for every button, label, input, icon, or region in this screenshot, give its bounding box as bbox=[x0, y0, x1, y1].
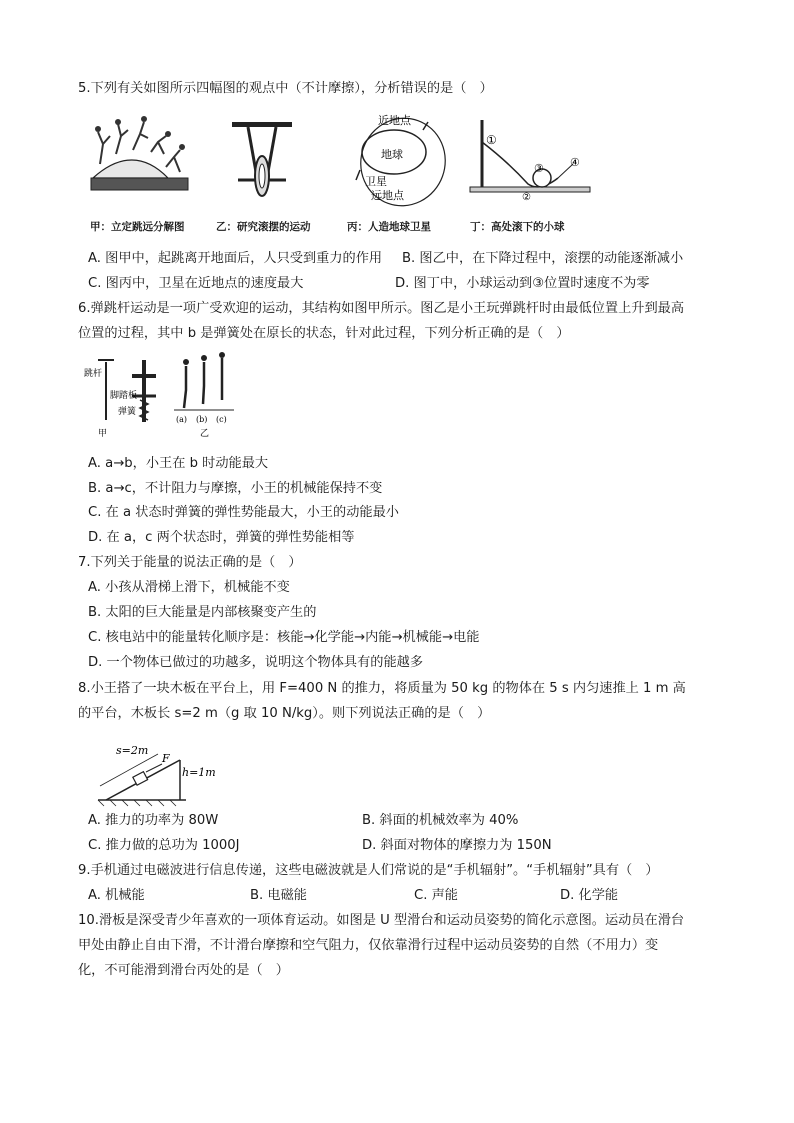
q8-incline-figure bbox=[96, 742, 236, 810]
q8-option-b: B. 斜面的机械效率为 40% bbox=[362, 813, 519, 828]
length-label: s=2m bbox=[116, 744, 149, 757]
state-b-label: (b) bbox=[196, 415, 208, 424]
q6-option-c: C. 在 a 状态时弹簧的弹性势能最大，小王的动能最小 bbox=[88, 505, 399, 520]
height-label: h=1m bbox=[182, 766, 216, 779]
pos4-label: ④ bbox=[570, 156, 580, 169]
q7-option-c: C. 核电站中的能量转化顺序是：核能→化学能→内能→机械能→电能 bbox=[88, 630, 480, 645]
caption-jia: 甲：立定跳远分解图 bbox=[90, 221, 185, 233]
q7-option-d: D. 一个物体已做过的功越多，说明这个物体具有的能越多 bbox=[88, 655, 424, 670]
earth-label: 地球 bbox=[381, 148, 403, 161]
satellite-orbit-figure bbox=[348, 112, 457, 218]
pos3-label: ③ bbox=[534, 162, 544, 175]
pos2-label: ② bbox=[522, 192, 531, 203]
q8-stem-line1: 8.小王搭了一块木板在平台上，用 F=400 N 的推力，将质量为 50 kg 的物体在 5 s 内匀速推上 1 m 高 bbox=[78, 681, 686, 696]
perigee-label: 近地点 bbox=[378, 114, 411, 127]
q6-stem-line1: 6.弹跳杆运动是一项广受欢迎的运动，其结构如图甲所示。图乙是小王玩弹跳杆时由最低位置上升到最高 bbox=[78, 301, 685, 316]
q9-stem: 9.手机通过电磁波进行信息传递，这些电磁波就是人们常说的是“手机辐射”。“手机辐射”具有（ ） bbox=[78, 863, 659, 878]
jia-label: 甲 bbox=[98, 429, 108, 439]
q6-option-d: D. 在 a，c 两个状态时，弹簧的弹性势能相等 bbox=[88, 530, 355, 545]
yi-label: 乙 bbox=[200, 429, 210, 439]
q6-pogo-figure bbox=[84, 352, 244, 442]
q10-stem-line2: 甲处由静止自由下滑，不计滑台摩擦和空气阻力，仅依靠滑行过程中运动员姿势的自然（不用力）变 bbox=[78, 938, 659, 953]
q8-option-c: C. 推力做的总功为 1000J bbox=[88, 838, 240, 853]
state-a-label: (a) bbox=[176, 415, 188, 424]
force-label: F bbox=[162, 752, 170, 765]
q5-stem: 5.下列有关如图所示四幅图的观点中（不计摩擦），分析错误的是（ ） bbox=[78, 81, 493, 96]
q5-option-b: B. 图乙中，在下降过程中，滚摆的动能逐渐减小 bbox=[402, 251, 684, 266]
caption-yi: 乙：研究滚摆的运动 bbox=[216, 221, 311, 233]
q7-option-b: B. 太阳的巨大能量是内部核聚变产生的 bbox=[88, 605, 317, 620]
maxwell-wheel-figure bbox=[232, 122, 292, 196]
q6-option-a: A. a→b，小王在 b 时动能最大 bbox=[88, 456, 269, 471]
q8-stem-line2: 的平台，木板长 s=2 m（g 取 10 N/kg）。则下列说法正确的是（ ） bbox=[78, 706, 491, 721]
q8-option-d: D. 斜面对物体的摩擦力为 150N bbox=[362, 838, 552, 853]
q9-option-b: B. 电磁能 bbox=[250, 888, 307, 903]
q5-option-c: C. 图丙中，卫星在近地点的速度最大 bbox=[88, 276, 304, 291]
q9-option-a: A. 机械能 bbox=[88, 888, 145, 903]
caption-ding: 丁：高处滚下的小球 bbox=[470, 221, 565, 233]
satellite-label: 卫星 bbox=[365, 175, 387, 188]
q6-option-b: B. a→c，不计阻力与摩擦，小王的机械能保持不变 bbox=[88, 481, 383, 496]
q9-option-c: C. 声能 bbox=[414, 888, 458, 903]
q6-stem-line2: 位置的过程，其中 b 是弹簧处在原长的状态，针对此过程，下列分析正确的是（ ） bbox=[78, 326, 570, 341]
q5-option-d: D. 图丁中，小球运动到③位置时速度不为零 bbox=[395, 276, 650, 291]
q8-option-a: A. 推力的功率为 80W bbox=[88, 813, 219, 828]
q10-stem-line3: 化，不可能滑到滑台丙处的是（ ） bbox=[78, 963, 289, 978]
q5-option-a: A. 图甲中，起跳离开地面后，人只受到重力的作用 bbox=[88, 251, 383, 266]
pedal-label: 脚踏板 bbox=[110, 391, 138, 401]
q7-stem: 7.下列关于能量的说法正确的是（ ） bbox=[78, 555, 302, 570]
q10-stem-line1: 10.滑板是深受青少年喜欢的一项体育运动。如图是 U 型滑台和运动员姿势的简化示意图。运动员在滑台 bbox=[78, 913, 685, 928]
long-jump-figure bbox=[91, 116, 188, 190]
spring-label: 弹簧 bbox=[118, 407, 137, 417]
q7-option-a: A. 小孩从滑梯上滑下，机械能不变 bbox=[88, 580, 290, 595]
apogee-label: 远地点 bbox=[371, 189, 404, 202]
state-c-label: (c) bbox=[216, 415, 227, 424]
caption-bing: 丙：人造地球卫星 bbox=[347, 221, 431, 233]
pos1-label: ① bbox=[486, 133, 497, 147]
q9-option-d: D. 化学能 bbox=[560, 888, 619, 903]
pole-label: 跳杆 bbox=[84, 369, 103, 379]
rolling-ball-figure bbox=[470, 120, 590, 203]
